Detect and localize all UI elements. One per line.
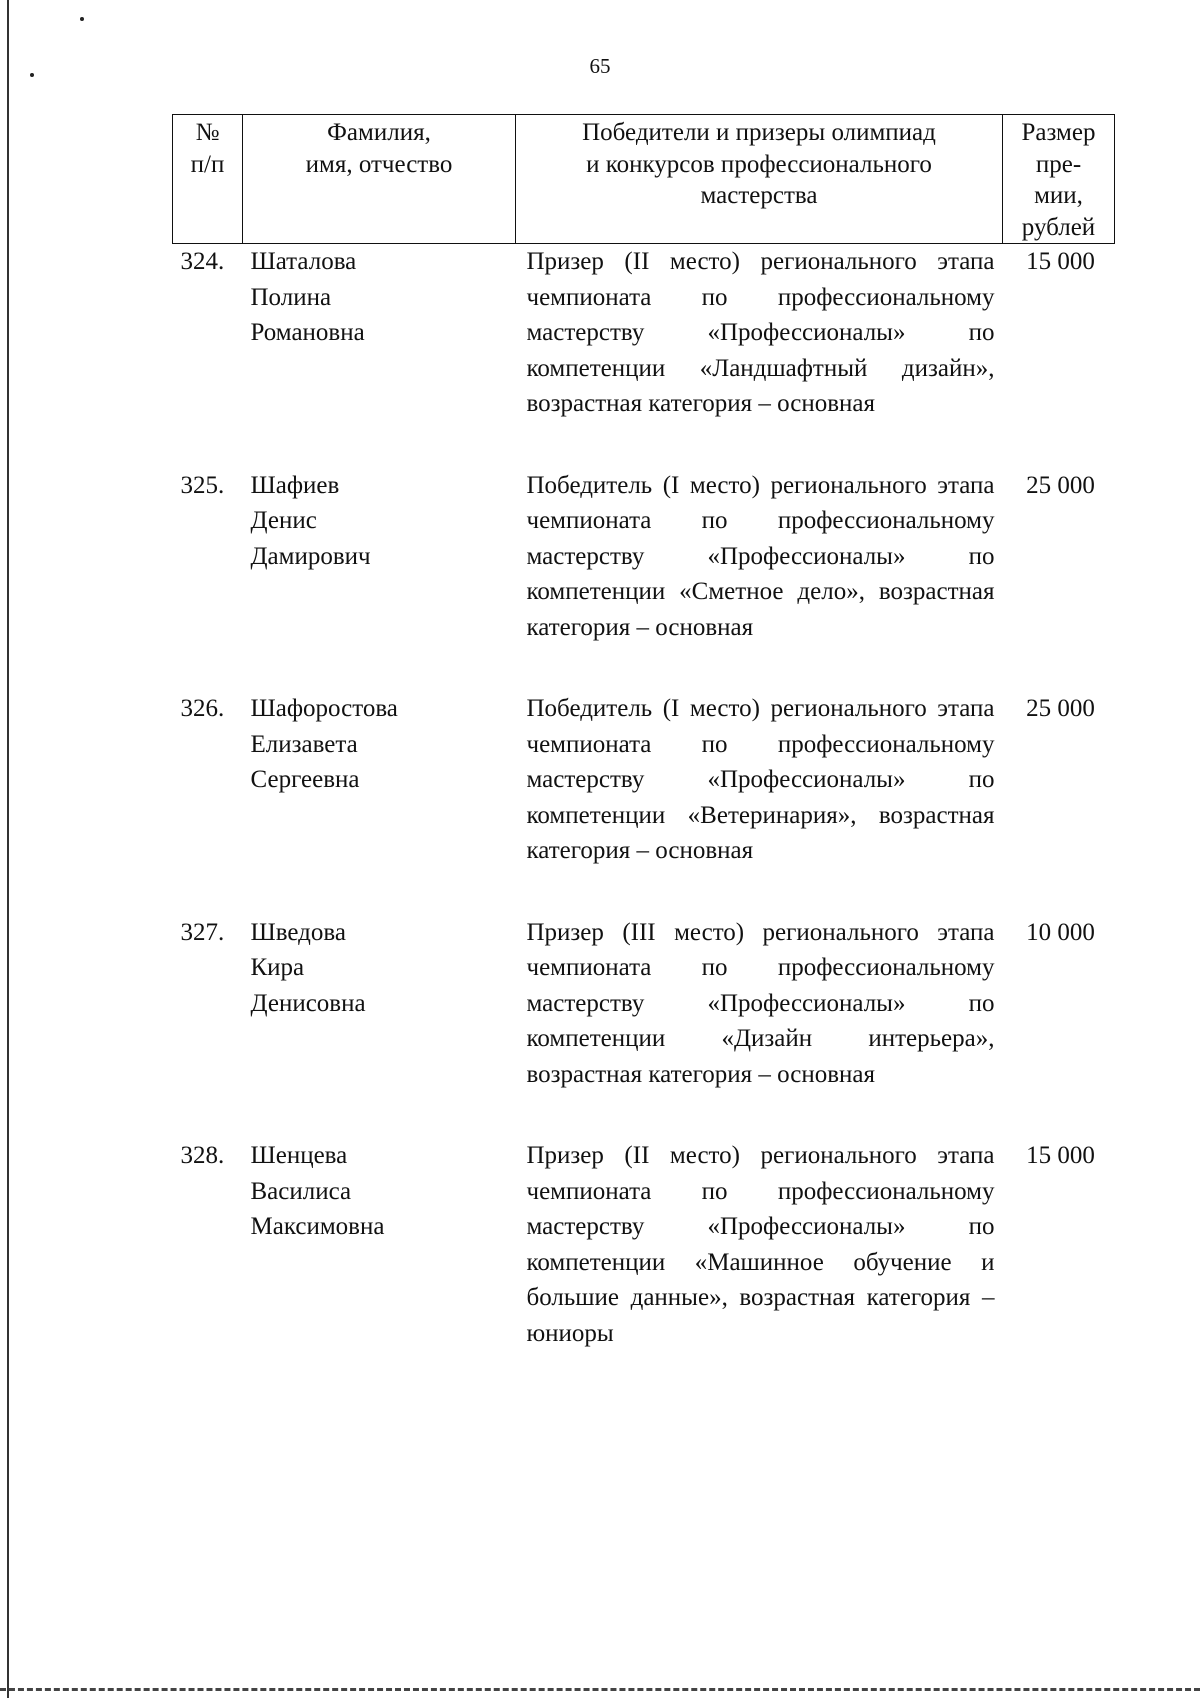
header-name-line: Фамилия, [327,119,431,146]
surname: Шведова [250,918,346,946]
patronymic: Максимовна [250,1213,385,1240]
description-text: Призер (II место) регионального этапа чемпионата по профессиональному мастерству «Профессионалы» по компетенции «Машинное обучение и большие данные», возрастная категория – юниоры [526,1142,995,1347]
surname: Шафиев [250,471,340,499]
table-row [173,915,1115,1139]
header-prize-line: мии, [1034,182,1083,209]
table-row [173,244,1115,468]
header-number-line: п/п [190,150,225,178]
table-header [173,115,1115,244]
first-name: Кира [250,954,305,981]
first-name: Полина [250,283,332,311]
row-prize: 15 000 [1026,1142,1095,1169]
header-description-line: Победители и призеры олимпиад [582,119,936,146]
table-row [173,468,1115,692]
scan-speck [80,17,84,21]
scan-bottom-edge [0,1688,1200,1691]
header-description-line: и конкурсов профессионального [586,150,932,178]
first-name: Елизавета [250,730,358,758]
description-text: Призер (III место) регионального этапа чемпионата по профессиональному мастерству «Профессионалы» по компетенции «Дизайн интерьера», возрастная категория – основная [526,918,995,1088]
row-description [516,244,1003,468]
table-row [173,1138,1115,1397]
header-description [516,115,1003,244]
row-number: 328. [180,1142,225,1169]
row-prize: 10 000 [1026,918,1095,946]
table-body [173,244,1115,1398]
row-full-name [243,468,516,692]
row-description [516,468,1003,692]
header-prize [1003,115,1115,244]
header-prize-line: пре- [1035,150,1082,178]
row-description [516,915,1003,1139]
first-name: Денис [250,507,317,534]
row-full-name [243,1138,516,1397]
row-number: 327. [180,918,225,946]
table-row [173,691,1115,915]
row-number: 324. [180,248,225,275]
header-prize-line: рублей [1021,213,1096,241]
scan-left-edge [7,0,9,1698]
header-description-line: мастерства [700,182,818,209]
header-name-line: имя, отчество [305,150,453,178]
patronymic: Дамирович [250,542,371,570]
patronymic: Денисовна [250,989,366,1017]
page-number: 65 [589,54,611,78]
row-description [516,1138,1003,1397]
row-full-name [243,915,516,1139]
row-prize: 25 000 [1026,695,1095,722]
row-full-name [243,691,516,915]
description-text: Победитель (I место) регионального этапа чемпионата по профессиональному мастерству «Профессионалы» по компетенции «Сметное дело», возрастная категория – основная [526,471,995,641]
description-text: Победитель (I место) регионального этапа чемпионата по профессиональному мастерству «Профессионалы» по компетенции «Ветеринария», возрастная категория – основная [526,695,995,864]
row-full-name [243,244,516,468]
row-prize: 25 000 [1026,471,1095,499]
surname: Шаталова [250,248,357,275]
header-number-line: № [195,119,220,146]
row-number: 325. [180,471,225,499]
header-name [243,115,516,244]
surname: Шафоростова [250,695,398,722]
header-number [173,115,243,244]
header-prize-line: Размер [1021,119,1096,146]
row-number: 326. [180,695,225,722]
first-name: Василиса [250,1177,352,1205]
description-text: Призер (II место) регионального этапа чемпионата по профессиональному мастерству «Профессионалы» по компетенции «Ландшафтный дизайн», возрастная категория – основная [526,248,995,417]
patronymic: Романовна [250,319,365,346]
winners-table [172,114,1115,1397]
patronymic: Сергеевна [250,766,360,793]
surname: Шенцева [250,1142,348,1169]
row-description [516,691,1003,915]
row-prize: 15 000 [1026,248,1095,275]
